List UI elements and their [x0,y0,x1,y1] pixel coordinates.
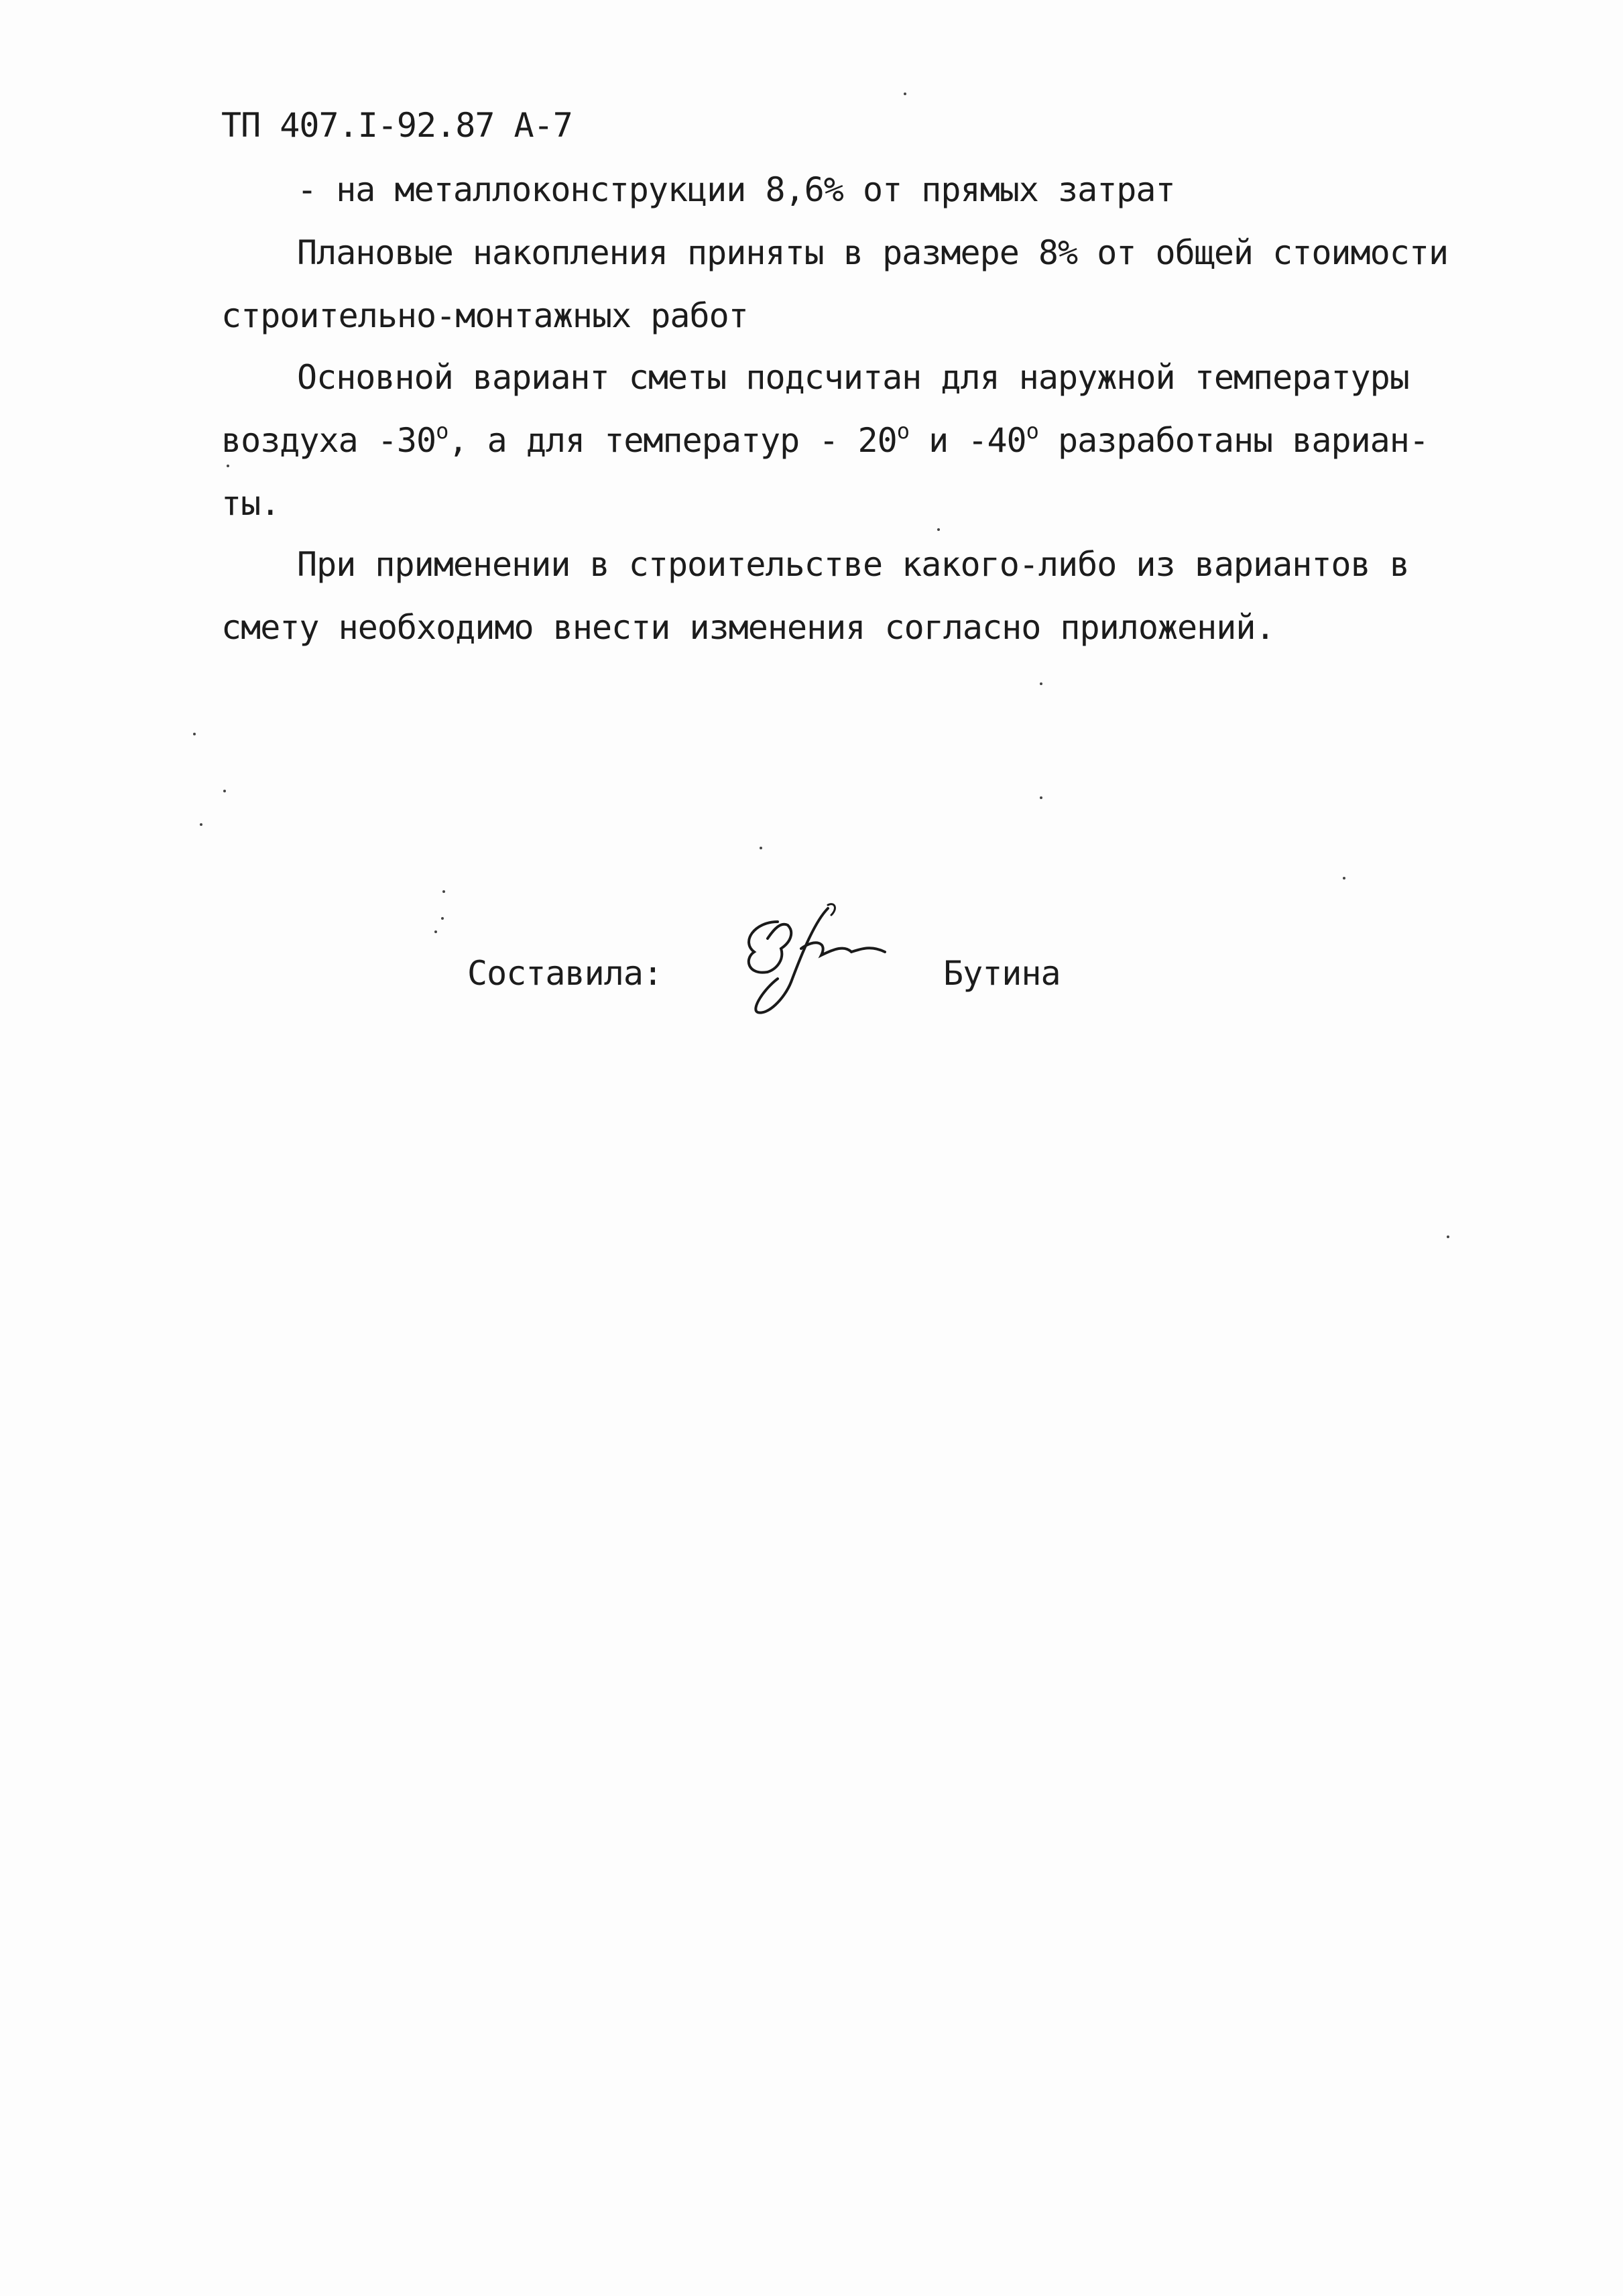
paragraph-planned-savings-line-2: строительно-монтажных работ [221,296,748,335]
paragraph-application-line-2: смету необходимо внести изменения согласно приложений. [221,608,1275,647]
text-segment: и -40 [909,421,1026,460]
paragraph-main-variant-line-3: ты. [221,484,280,523]
document-code: ТП 407.I-92.87 А-7 [221,106,573,145]
degree-mark: о [896,418,910,444]
text-segment: воздуха -30 [221,421,436,460]
compiled-by-label: Составила: [467,954,663,993]
paragraph-planned-savings-line-1: Плановые накопления приняты в размере 8% от общей стоимости [297,233,1449,272]
text-segment: , а для температур - 20 [448,421,897,460]
paragraph-main-variant-line-1: Основной вариант сметы подсчитан для наружной температуры [297,358,1409,397]
degree-mark: о [1026,418,1038,444]
paragraph-application-line-1: При применении в строительстве какого-либо из вариантов в [297,545,1409,584]
list-item: - на металлоконструкции 8,6% от прямых затрат [297,170,1175,209]
text-segment: разработаны вариан- [1038,421,1429,460]
degree-mark: о [436,418,448,444]
author-name: Бутина [943,954,1061,993]
